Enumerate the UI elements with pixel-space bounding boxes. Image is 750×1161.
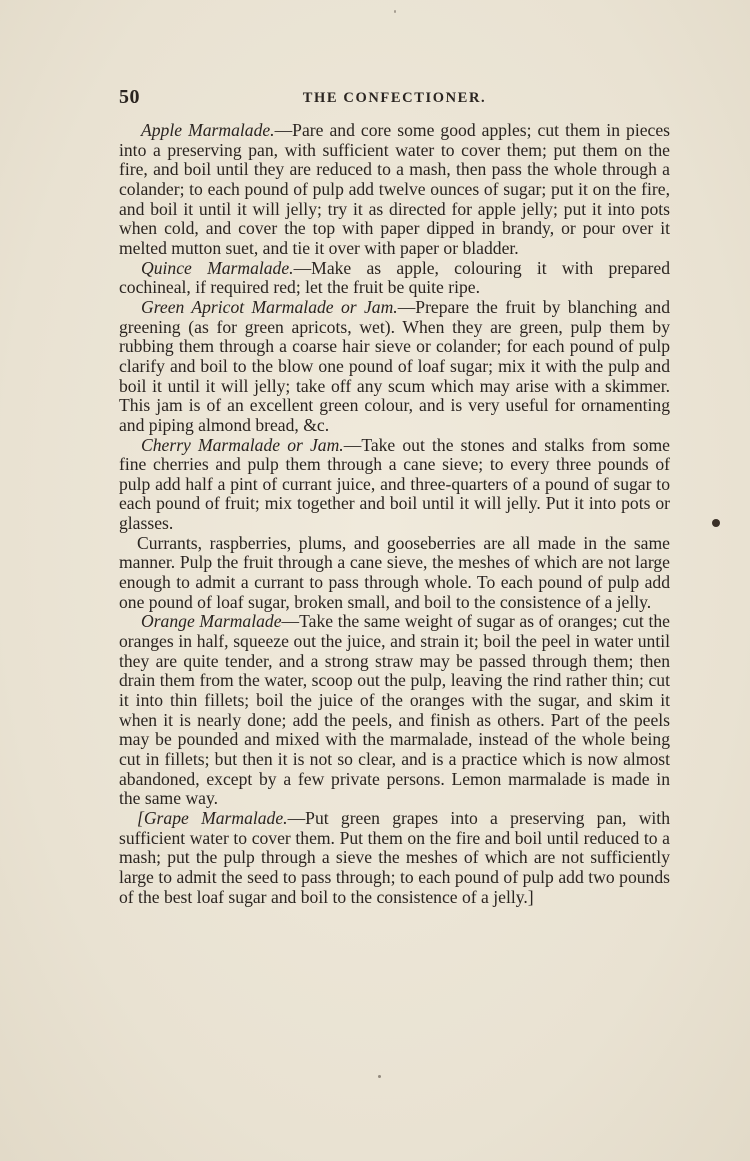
ink-speck (394, 10, 396, 13)
recipe-body: —Put green grapes into a preserving pan, with sufficient water to cover them. Put them on the fire and boil until reduced to a mash; put the pulp through a sieve the meshes of which are not sufficiently large to admit the seed to pass through; to each pound of pulp add two pounds of the best loaf sugar and boil to the consistence of a jelly.] (119, 807, 670, 907)
recipe-title: Quince Marmalade. (141, 257, 294, 278)
recipe-text (119, 121, 670, 907)
recipe-title: Orange Marmalade (141, 611, 282, 632)
recipe-body: Currants, raspberries, plums, and gooseberries are all made in the same manner. Pulp the fruit through a cane sieve, the meshes of which are not large enough to admit a currant to pass through whole. To each pound of pulp add one pound of loaf sugar, broken small, and boil to the consistence of a jelly. (119, 532, 670, 612)
paragraph-apple-marmalade (119, 121, 670, 259)
paragraph-quince-marmalade (119, 259, 670, 298)
ink-speck (378, 1075, 381, 1078)
paragraph-orange-marmalade (119, 612, 670, 809)
recipe-body: —Make as apple, colouring it with prepared cochineal, if required red; let the fruit be quite ripe. (119, 257, 671, 298)
recipe-title: Apple Marmalade. (141, 120, 275, 140)
page-number: 50 (119, 86, 140, 108)
recipe-body: —Pare and core some good apples; cut them in pieces into a preserving pan, with sufficient water to cover them; put them on the fire, and boil until they are reduced to a mash, then pass the whole through a colander; to each pound of pulp add twelve ounces of sugar; put it on the fire, and boil it until it will jelly; try it as directed for apple jelly; put it into pots when cold, and cover the top with paper dipped in brandy, or pour over it melted mutton suet, and tie it over with paper or bladder. (119, 120, 670, 258)
recipe-title: Green Apricot Marmalade or Jam. (141, 296, 398, 317)
ink-speck (712, 519, 720, 527)
running-head: THE CONFECTIONER. (302, 90, 487, 106)
paragraph-cherry-marmalade (119, 436, 670, 534)
paragraph-green-apricot-marmalade (119, 298, 670, 436)
paragraph-currants (119, 534, 670, 613)
recipe-title: Cherry Marmalade or Jam. (141, 434, 344, 455)
page-header (119, 86, 670, 114)
recipe-body: —Prepare the fruit by blanching and greening (as for green apricots, wet). When they are green, pulp them by rubbing them through a coarse hair sieve or colander; for each pound of pulp clarify and boil to the blow one pound of loaf sugar; mix it with the pulp and boil it until it will jelly; take off any scum which may arise with a skimmer. This jam is of an excellent green colour, and is very useful for ornamenting and piping almond bread, &c. (119, 296, 670, 435)
paragraph-grape-marmalade (119, 809, 670, 907)
recipe-title: [Grape Marmalade. (137, 807, 288, 828)
recipe-body: —Take out the stones and stalks from some fine cherries and pulp them through a cane sieve; to every three pounds of pulp add half a pint of currant juice, and three-quarters of a pound of sugar to each pound of fruit; mix together and boil until it will jelly. Put it into pots or glasses. (119, 434, 670, 534)
recipe-body: —Take the same weight of sugar as of oranges; cut the oranges in half, squeeze out the juice, and strain it; boil the peel in water until they are quite tender, and a strong straw may be passed through them; then drain them from the water, scoop out the pulp, leaving the rind rather thin; cut it into thin fillets; boil the juice of the oranges with the sugar, and skim it when it is nearly done; add the peels, and finish as others. Part of the peels may be pounded and mixed with the marmalade, instead of the whole being cut in fillets; but then it is not so clear, and is a practice which is now almost abandoned, except by a few private persons. Lemon marmalade is made in the same way. (119, 611, 670, 809)
